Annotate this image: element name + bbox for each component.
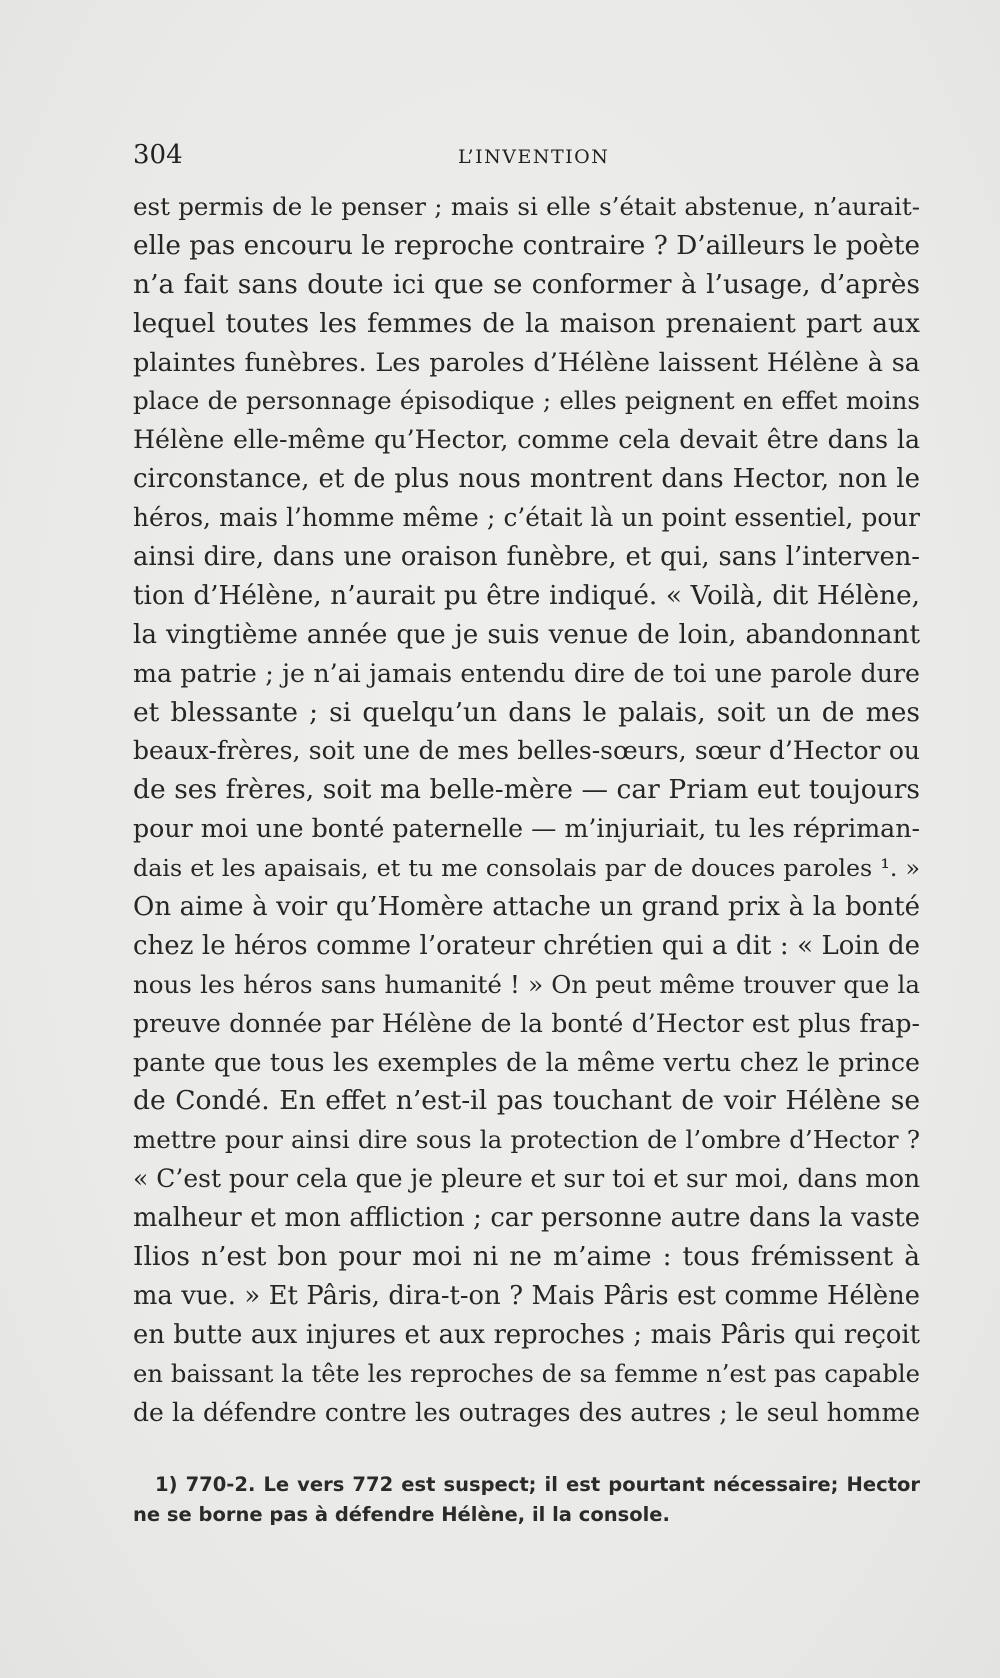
text-line: en baissant la tête les reproches de sa femme n’est pas capable [133, 1358, 920, 1388]
text-line: de la défendre contre les outrages des autres ; le seul homme [133, 1397, 920, 1427]
text-line: beaux-frères, soit une de mes belles-sœurs, sœur d’Hector ou [133, 736, 920, 766]
text-line: dais et les apaisais, et tu me consolais par de douces paroles ¹. » [133, 854, 920, 883]
footnote [133, 1470, 920, 1530]
text-line: nous les héros sans humanité ! » On peut même trouver que la [133, 969, 920, 999]
text-line: lequel toutes les femmes de la maison prenaient part aux [133, 307, 920, 339]
text-line: tion d’Hélène, n’aurait pu être indiqué. « Voilà, dit Hélène, [133, 580, 920, 611]
running-head: L’INVENTION [458, 146, 610, 168]
text-line: chez le héros comme l’orateur chrétien qui a dit : « Loin de [133, 930, 920, 961]
text-line: ainsi dire, dans une oraison funèbre, et qui, sans l’interven- [133, 542, 920, 573]
body-text [133, 188, 920, 1433]
text-line: Hélène elle-même qu’Hector, comme cela devait être dans la [133, 425, 920, 455]
text-line: de ses frères, soit ma belle-mère — car Priam eut toujours [133, 774, 920, 806]
text-line: et blessante ; si quelqu’un dans le palais, soit un de mes [133, 696, 920, 728]
text-line: On aime à voir qu’Homère attache un grand prix à la bonté [133, 892, 920, 923]
footnote-line: ne se borne pas à défendre Hélène, il la console. [133, 1503, 670, 1526]
page-number: 304 [133, 140, 183, 170]
text-line: la vingtième année que je suis venue de loin, abandonnant [133, 619, 920, 650]
page-header [133, 138, 873, 172]
text-line: « C’est pour cela que je pleure et sur toi et sur moi, dans mon [133, 1164, 921, 1194]
text-line: mettre pour ainsi dire sous la protection de l’ombre d’Hector ? [133, 1125, 920, 1155]
footnote-line: 1) 770-2. Le vers 772 est suspect; il est pourtant nécessaire; Hector [155, 1473, 920, 1496]
text-line: ma patrie ; je n’ai jamais entendu dire de toi une parole dure [133, 658, 920, 688]
text-line: en butte aux injures et aux reproches ; mais Pâris qui reçoit [133, 1319, 920, 1350]
text-line: place de personnage épisodique ; elles peignent en effet moins [133, 386, 920, 416]
text-line: preuve donnée par Hélène de la bonté d’Hector est plus frap- [133, 1008, 920, 1038]
text-line: est permis de le penser ; mais si elle s’était abstenue, n’aurait- [133, 192, 920, 221]
text-line: circonstance, et de plus nous montrent dans Hector, non le [133, 464, 920, 495]
text-line: pante que tous les exemples de la même vertu chez le prince [133, 1047, 920, 1077]
text-line: pour moi une bonté paternelle — m’injuriait, tu les répriman- [133, 814, 920, 844]
text-line: plaintes funèbres. Les paroles d’Hélène laissent Hélène à sa [133, 347, 920, 378]
text-line: héros, mais l’homme même ; c’était là un point essentiel, pour [133, 503, 920, 533]
text-line: malheur et mon affliction ; car personne autre dans la vaste [133, 1203, 920, 1234]
text-line: ma vue. » Et Pâris, dira-t-on ? Mais Pâris est comme Hélène [133, 1280, 920, 1311]
text-line: de Condé. En effet n’est-il pas touchant de voir Hélène se [133, 1085, 920, 1117]
text-line: Ilios n’est bon pour moi ni ne m’aime : tous frémissent à [133, 1241, 920, 1273]
text-line: n’a fait sans doute ici que se conformer à l’usage, d’après [133, 268, 920, 300]
text-line: elle pas encouru le reproche contraire ? D’ailleurs le poète [133, 230, 920, 261]
